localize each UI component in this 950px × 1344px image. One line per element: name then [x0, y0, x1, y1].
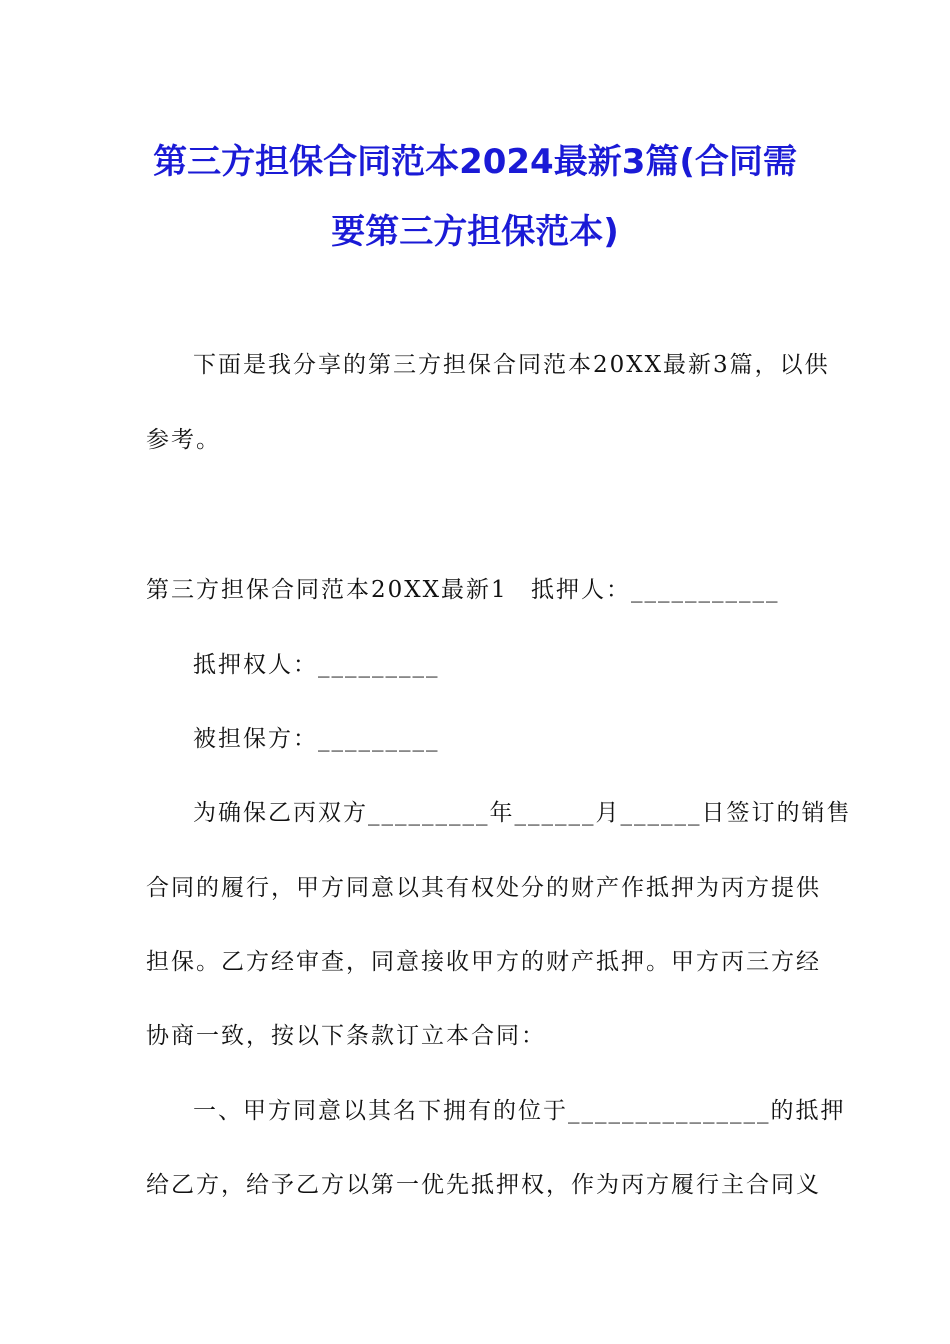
paragraph-1-line-2: 合同的履行，甲方同意以其有权处分的财产作抵押为丙方提供 — [146, 875, 821, 901]
guaranteed-party-field: 被担保方：_________ — [193, 726, 440, 752]
mortgagor-field: 抵押人：___________ — [531, 577, 780, 603]
paragraph-2-line-2: 给乙方，给予乙方以第一优先抵押权，作为丙方履行主合同义 — [146, 1172, 821, 1198]
document-title-line-1: 第三方担保合同范本2024最新3篇(合同需 — [153, 142, 797, 182]
document-title-line-2: 要第三方担保范本) — [331, 212, 619, 252]
section-heading: 第三方担保合同范本20XX最新1 — [146, 577, 508, 603]
paragraph-1-line-1: 为确保乙丙双方_________年______月______日签订的销售 — [193, 800, 852, 826]
paragraph-1-line-4: 协商一致，按以下条款订立本合同： — [146, 1023, 546, 1049]
paragraph-2-line-1: 一、甲方同意以其名下拥有的位于_______________的抵押 — [193, 1098, 846, 1124]
intro-line-2: 参考。 — [146, 427, 221, 453]
paragraph-1-line-3: 担保。乙方经审查，同意接收甲方的财产抵押。甲方丙三方经 — [146, 949, 821, 975]
mortgagee-field: 抵押权人：_________ — [193, 652, 440, 678]
intro-line-1: 下面是我分享的第三方担保合同范本20XX最新3篇，以供 — [193, 352, 830, 378]
